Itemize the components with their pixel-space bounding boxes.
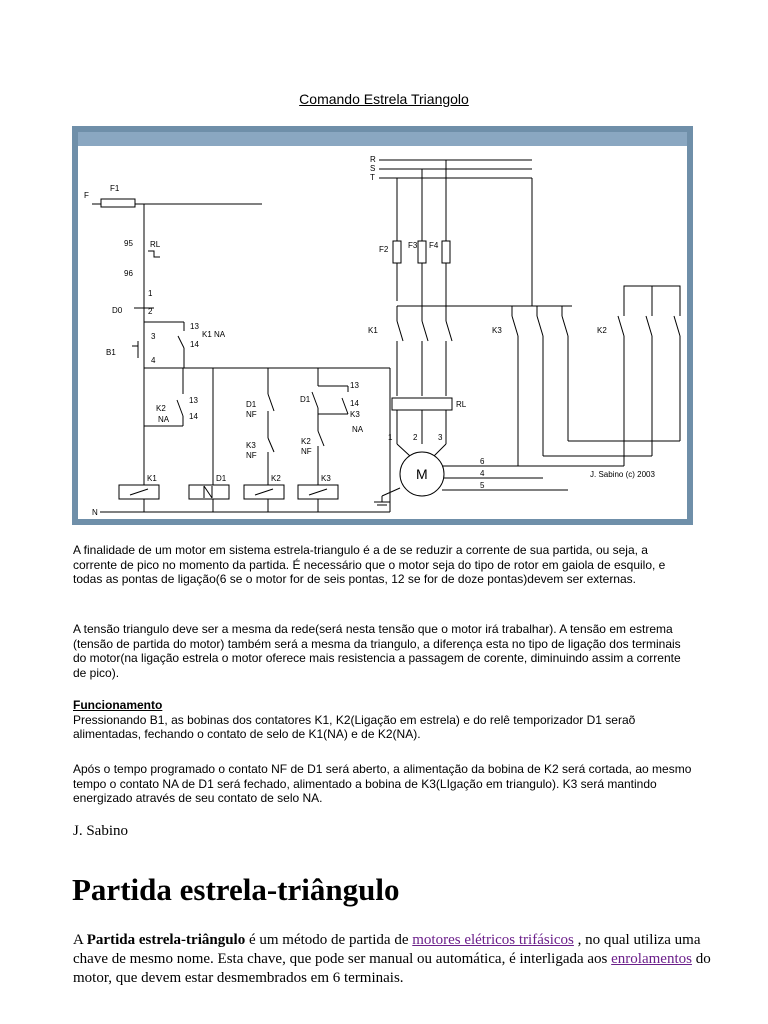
label-96: 96 (124, 269, 133, 278)
section-heading: Partida estrela-triângulo (72, 872, 400, 907)
link-motores-eletricos[interactable]: motores elétricos trifásicos (412, 932, 574, 948)
label-s: S (370, 164, 376, 173)
paragraph-purpose: A finalidade de um motor em sistema estrela-triangulo é a de se reduzir a corrente de sua partida, ou seja, a corrente de pico no momento da partida. É necessário que o motor seja do tipo de rotor em gaiola de esquilo, e todas as pontas de ligação(6 se o motor for de seis pontas, 12 se for de doze pontas)devem ser externas. (73, 543, 666, 586)
paragraph-voltage: A tensão triangulo deve ser a mesma da rede(será nesta tensão que o motor irá trabalhar). A tensão em estrema (tensão de partida do motor) também será a mesma da triangulo, a diferença esta no tipo de ligação dos terminais do motor(na ligação estrela o motor oferece mais resistencia a passagem de corente, diminuindo assim a corrente de pico). (73, 622, 681, 680)
intro-text-c: , no qual utiliza uma chave de mesmo nome. Esta chave, que pode ser manual ou automática, é interligada aos (73, 932, 701, 967)
label-coil-k3: K3 (321, 474, 331, 483)
label-nfb: NF (301, 447, 312, 456)
label-13c: 13 (350, 381, 359, 390)
label-95: 95 (124, 239, 133, 248)
author-signature: J. Sabino (73, 823, 129, 839)
label-coil-k1: K1 (147, 474, 157, 483)
label-coil-d1: D1 (216, 474, 227, 483)
label-k2b: K2 (301, 437, 311, 446)
label-k3b: K3 (350, 410, 360, 419)
intro-text-b: é um método de partida de (245, 932, 413, 948)
link-enrolamentos[interactable]: enrolamentos (611, 951, 692, 967)
label-k2p: K2 (597, 326, 607, 335)
circuit-diagram-frame (72, 126, 693, 525)
label-13b: 13 (189, 396, 198, 405)
label-m6: 6 (480, 457, 485, 466)
label-m1: 1 (388, 433, 393, 442)
label-f3: F3 (408, 241, 418, 250)
label-nf-k3: NF (246, 451, 257, 460)
label-nab: NA (352, 425, 364, 434)
label-n: N (92, 508, 98, 517)
label-d1: D1 (246, 400, 257, 409)
label-nf: NF (246, 410, 257, 419)
label-m4: 4 (480, 469, 485, 478)
label-f2: F2 (379, 245, 389, 254)
label-rlp: RL (456, 400, 467, 409)
label-3: 3 (151, 332, 156, 341)
intro-bold: Partida estrela-triângulo (86, 932, 246, 948)
paragraph-operation (73, 698, 695, 742)
label-b1: B1 (106, 348, 116, 357)
label-13a: 13 (190, 322, 199, 331)
label-coil-k2: K2 (271, 474, 281, 483)
intro-text-d: do motor, que devem estar desmembrados em 6 terminais. (73, 951, 711, 986)
label-4: 4 (151, 356, 156, 365)
label-m3: 3 (438, 433, 443, 442)
label-r: R (370, 155, 376, 164)
label-14a: 14 (190, 340, 199, 349)
label-k3p: K3 (492, 326, 502, 335)
label-14c: 14 (350, 399, 359, 408)
label-1: 1 (148, 289, 153, 298)
operation-text: Pressionando B1, as bobinas dos contatores K1, K2(Ligação em estrela) e do relê temporizador D1 seraõ alimentadas, fechando o contato de selo de K1(NA) e de K2(NA). (73, 712, 636, 741)
paragraph-timer: Após o tempo programado o contato NF de D1 será aberto, a alimentação da bobina de K2 será cortada, ao mesmo tempo o contato NA de D1 será fechado, alimentado a bobina de K3(LIgação em triangulo). K3 será mantindo energizado através de seu contato de selo NA. (73, 762, 692, 805)
label-d1b: D1 (300, 395, 311, 404)
section-intro (73, 931, 713, 988)
circuit-diagram (72, 126, 693, 525)
funcionamento-heading: Funcionamento (73, 698, 163, 712)
label-f: F (84, 191, 89, 200)
label-k3: K3 (246, 441, 256, 450)
intro-text-a: A (73, 932, 87, 948)
label-14b: 14 (189, 412, 198, 421)
label-f4: F4 (429, 241, 439, 250)
label-d0: D0 (112, 306, 123, 315)
motor-symbol: M (416, 466, 428, 482)
label-m5: 5 (480, 481, 485, 490)
document-title: Comando Estrela Triangolo (299, 91, 469, 107)
label-k1-na: K1 NA (202, 330, 226, 339)
label-m2: 2 (413, 433, 418, 442)
label-na: NA (158, 415, 170, 424)
label-k2: K2 (156, 404, 166, 413)
label-t: T (370, 173, 375, 182)
label-k1p: K1 (368, 326, 378, 335)
label-2: 2 (148, 307, 153, 316)
label-rl: RL (150, 240, 161, 249)
label-f1: F1 (110, 184, 120, 193)
label-credit: J. Sabino (c) 2003 (590, 470, 655, 479)
